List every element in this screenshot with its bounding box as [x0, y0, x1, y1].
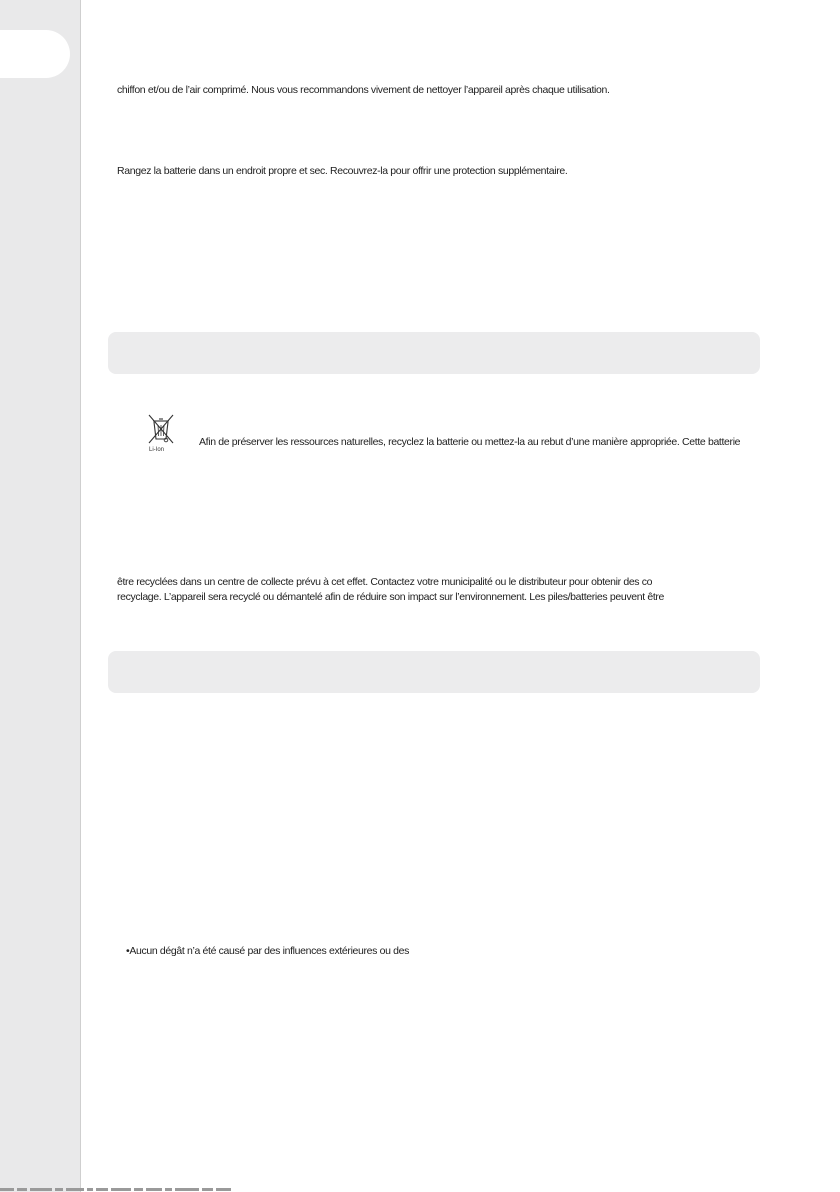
recycling-paragraph-line-2: recyclage. L’appareil sera recyclé ou démantelé afin de réduire son impact sur l’environnement. Les piles/batteries peuvent être — [117, 591, 665, 603]
section-header-bar-disposal — [108, 332, 760, 374]
battery-type-label: Li-Ion — [149, 447, 165, 453]
left-margin-band — [0, 0, 80, 1192]
warranty-bullet-item: •Aucun dégât n’a été causé par des influences extérieures ou des — [126, 945, 410, 957]
margin-divider — [80, 0, 81, 1192]
recycling-intro-line: Afin de préserver les ressources naturelles, recyclez la batterie ou mettez-la au rebut d’une manière appropriée. Cette batterie — [199, 436, 741, 448]
section-header-bar-warranty — [108, 651, 760, 693]
recycling-paragraph-line-1: être recyclées dans un centre de collecte prévu à cet effet. Contactez votre municipalité ou le distributeur pour obtenir des co — [117, 576, 653, 588]
storage-paragraph-line: Rangez la batterie dans un endroit propre et sec. Recouvrez-la pour offrir une protection supplémentaire. — [117, 165, 568, 177]
chapter-tab — [0, 30, 70, 78]
footer-print-marks — [0, 1186, 330, 1192]
cleaning-paragraph-line: chiffon et/ou de l’air comprimé. Nous vous recommandons vivement de nettoyer l’appareil après chaque utilisation. — [117, 84, 610, 96]
